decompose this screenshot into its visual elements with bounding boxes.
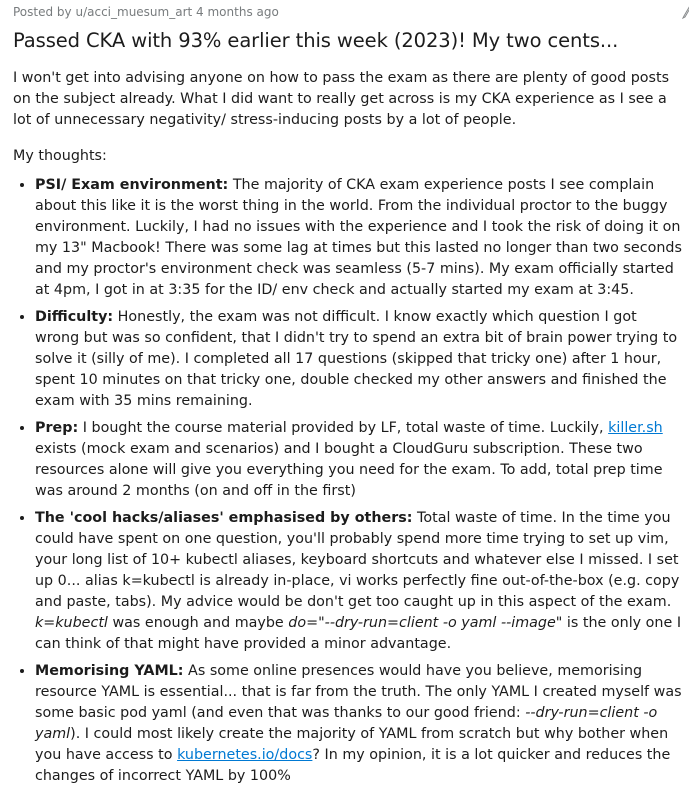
item-italic: k=kubectl: [35, 615, 108, 631]
list-item-prep: [35, 418, 685, 502]
item-label: The 'cool hacks/aliases' emphasised by others:: [35, 510, 413, 526]
intro-paragraph: I won't get into advising anyone on how to pass the exam as there are plenty of good posts on the subject already. What I did want to really get across is my CKA experience as I see a lot of unnecessary negativity/ stress-inducing posts by a lot of people.: [13, 70, 670, 128]
item-text: I bought the course material provided by LF, total waste of time. Luckily,: [78, 420, 609, 436]
kubernetes-docs-link[interactable]: kubernetes.io/docs: [177, 747, 313, 763]
post-title: Passed CKA with 93% earlier this week (2023)! My two cents...: [13, 29, 619, 52]
post-age: 4 months ago: [196, 5, 279, 19]
item-text: The majority of CKA exam experience posts I see complain about this like it is the worst thing in the world. From the individual proctor to the buggy environment. Luckily, I had no issues with the experience and I took the risk of doing it on my 13" Macbook! There was some lag at times but this lasted no longer than two seconds and my proctor's environment check was seamless (5-7 mins). My exam officially started at 4pm, I got in at 3:35 for the ID/ env check and actually started my exam at 3:45.: [35, 177, 682, 298]
list-item-difficulty: [35, 307, 685, 412]
item-italic: do="--dry-run=client -o yaml --image": [288, 615, 563, 631]
item-text: Honestly, the exam was not difficult. I know exactly which question I got wrong but was so confident, that I didn't try to spend an extra bit of brain power trying to solve it (silly of me). I completed all 17 questions (skipped that tricky one) after 1 hour, spent 10 minutes on that tricky one, double checked my other answers and finished the exam with 35 mins remaining.: [35, 309, 678, 409]
item-text: Total waste of time. In the time you could have spent on one question, you'll probably spend more time trying to set up vim, your long list of 10+ kubectl aliases, keyboard shortcuts and whatever else I missed. I set up 0... alias k=kubectl is already in-place, vi works perfectly fine out-of-the-box (e.g. copy and paste, tabs). My advice would be don't get too caught up in this aspect of the exam.: [35, 510, 680, 610]
item-text: As some online presences would have you believe, memorising resource YAML is essential... that is far from the truth. The only YAML I created myself was some basic pod yaml (and even that was thanks to our good friend:: [35, 663, 682, 721]
item-text: ). I could most likely create the majority of YAML from scratch but why bother when you have access to: [35, 726, 669, 763]
item-label: Memorising YAML:: [35, 663, 184, 679]
posted-by-label: Posted by: [13, 5, 72, 19]
thoughts-heading: My thoughts:: [13, 148, 107, 164]
item-label: PSI/ Exam environment:: [35, 177, 229, 193]
list-item-memorising-yaml: [35, 661, 685, 787]
item-text: is the only one I can think of that might have provided a minor advantage.: [35, 615, 682, 652]
killer-sh-link[interactable]: killer.sh: [608, 420, 663, 436]
post-body: [13, 68, 685, 793]
item-text: exists (mock exam and scenarios) and I bought a CloudGuru subscription. These two resources alone will give you everything you need for the exam. To add, total prep time was around 2 months (on and off in the first): [35, 441, 663, 499]
author-link[interactable]: u/acci_muesum_art: [75, 5, 193, 19]
list-item-cool-hacks: [35, 508, 685, 655]
item-label: Prep:: [35, 420, 79, 436]
list-item-exam-environment: [35, 175, 685, 301]
item-italic: --dry-run=client -o yaml: [35, 705, 658, 742]
item-label: Difficulty:: [35, 309, 114, 325]
item-text: was enough and maybe: [107, 615, 289, 631]
item-text: ? In my opinion, it is a lot quicker and reduces the changes of incorrect YAML by 100%: [35, 747, 671, 784]
post-meta: [13, 4, 279, 20]
pencil-icon[interactable]: [681, 3, 689, 19]
thoughts-list: [13, 175, 685, 787]
